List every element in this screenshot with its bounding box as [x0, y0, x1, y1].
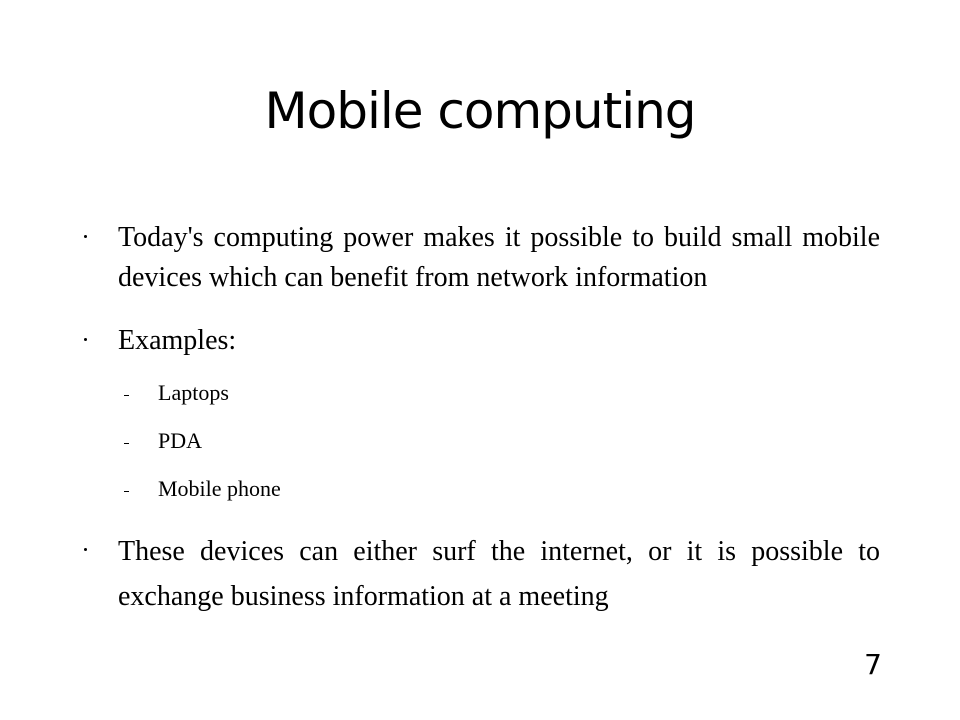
bullet-text: These devices can either surf the internet, or it is possible to exchange business information at a meeting [118, 536, 880, 612]
dash-icon [124, 491, 129, 492]
bullet-text: Today's computing power makes it possible to build small mobile devices which can benefit from network information [118, 222, 880, 293]
sub-bullet-text: Laptops [158, 380, 229, 405]
sub-bullet-item [80, 426, 880, 456]
bullet-dot-icon [84, 548, 87, 551]
dash-icon [124, 395, 129, 396]
dash-icon [124, 443, 129, 444]
page-number: 7 [864, 648, 882, 681]
bullet-dot-icon [84, 235, 87, 238]
bullet-item [80, 218, 880, 298]
sub-bullet-item [80, 474, 880, 504]
sub-bullet-item [80, 378, 880, 408]
slide-content [80, 218, 880, 619]
bullet-dot-icon [84, 338, 87, 341]
sub-bullet-text: PDA [158, 428, 203, 453]
slide-title: Mobile computing [264, 82, 696, 140]
bullet-item [80, 321, 880, 361]
bullet-text: Examples: [118, 325, 237, 356]
bullet-item [80, 529, 880, 619]
sub-bullet-text: Mobile phone [158, 476, 281, 501]
